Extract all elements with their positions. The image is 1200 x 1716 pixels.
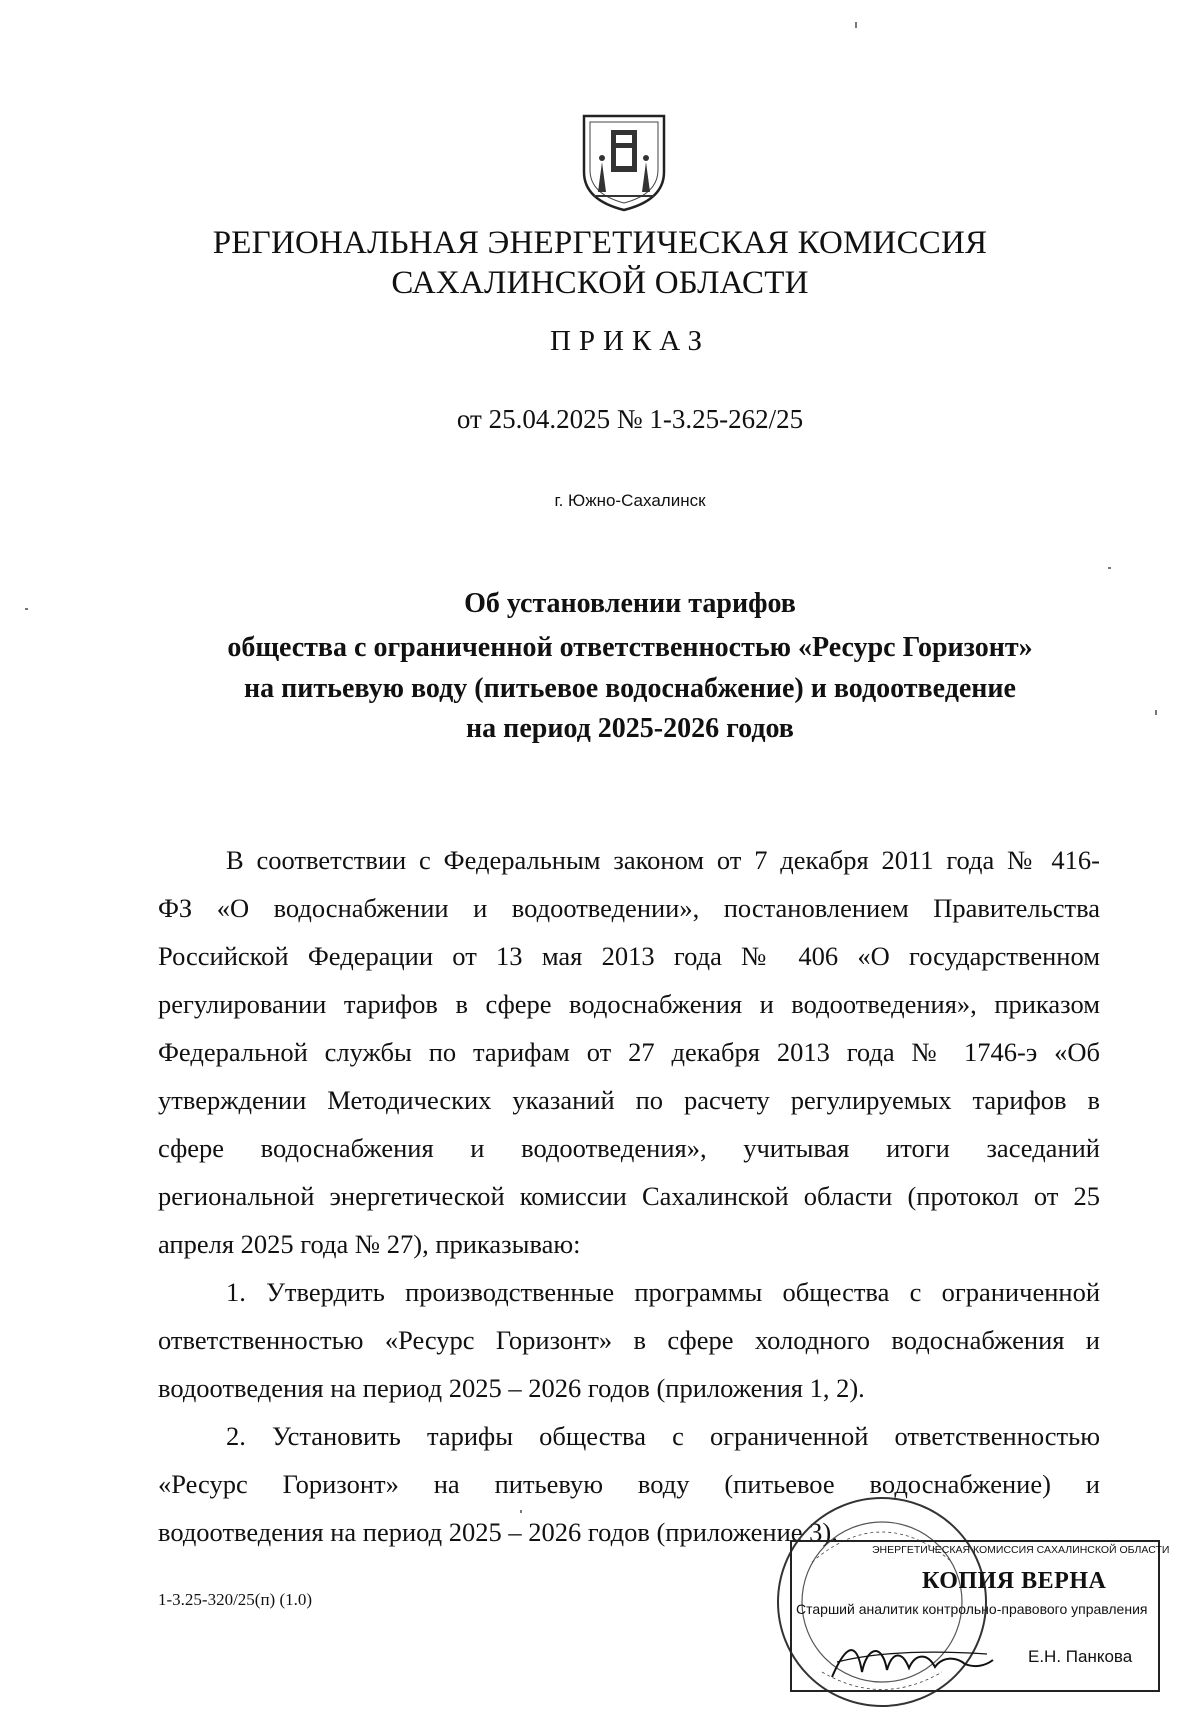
scan-speck bbox=[520, 1510, 522, 1513]
stamp-copy-label: КОПИЯ ВЕРНА bbox=[922, 1568, 1107, 1594]
item2-line: водоотведения на период 2025 – 2026 годов (приложение 3). bbox=[158, 1517, 838, 1547]
document-number: от 25.04.2025 № 1-3.25-262/25 bbox=[456, 404, 804, 434]
preamble-line: региональной энергетической комиссии Сахалинской области (протокол от 25 bbox=[158, 1181, 1100, 1211]
document-city: г. Южно-Сахалинск bbox=[554, 491, 706, 510]
org-name-line1: РЕГИОНАЛЬНАЯ ЭНЕРГЕТИЧЕСКАЯ КОМИССИЯ bbox=[212, 225, 988, 261]
scan-speck bbox=[25, 608, 28, 610]
org-name-line2: САХАЛИНСКОЙ ОБЛАСТИ bbox=[391, 265, 809, 301]
preamble-line: ФЗ «О водоснабжении и водоотведении», постановлением Правительства bbox=[158, 893, 1100, 923]
document-title-line3: на питьевую воду (питьевое водоснабжение) и водоотведение bbox=[244, 673, 1016, 704]
scan-speck bbox=[855, 22, 857, 28]
preamble-line: В соответствии с Федеральным законом от 7 декабря 2011 года № 416- bbox=[226, 845, 1100, 875]
document-type: ПРИКАЗ bbox=[549, 325, 711, 357]
preamble-line: Российской Федерации от 13 мая 2013 года № 406 «О государственном bbox=[158, 941, 1100, 971]
document-title-line2: общества с ограниченной ответственностью «Ресурс Горизонт» bbox=[227, 632, 1033, 663]
item1-line: 1. Утвердить производственные программы общества с ограниченной bbox=[226, 1277, 1100, 1307]
document-body bbox=[158, 836, 1100, 1556]
stamp-signer-name: Е.Н. Панкова bbox=[1028, 1647, 1133, 1666]
stamp-org-line: ЭНЕРГЕТИЧЕСКАЯ КОМИССИЯ САХАЛИНСКОЙ ОБЛАСТИ bbox=[872, 1544, 1170, 1556]
preamble-line: сфере водоснабжения и водоотведения», учитывая итоги заседаний bbox=[158, 1133, 1100, 1163]
certification-stamp bbox=[772, 1492, 1170, 1712]
document-title-line4: на период 2025-2026 годов bbox=[466, 713, 794, 744]
preamble-line: апреля 2025 года № 27), приказываю: bbox=[158, 1229, 581, 1259]
preamble-line: Федеральной службы по тарифам от 27 декабря 2013 года № 1746-э «Об bbox=[158, 1037, 1100, 1067]
item2-line: 2. Установить тарифы общества с ограниченной ответственностью bbox=[226, 1421, 1100, 1451]
item2-line: «Ресурс Горизонт» на питьевую воду (питьевое водоснабжение) и bbox=[158, 1469, 1100, 1499]
scan-speck bbox=[1108, 567, 1111, 569]
coat-of-arms-icon bbox=[578, 112, 670, 212]
scan-speck bbox=[1155, 710, 1157, 715]
handwritten-signature bbox=[827, 1632, 997, 1687]
preamble-line: утверждении Методических указаний по расчету регулируемых тарифов в bbox=[158, 1085, 1100, 1115]
document-code: 1-3.25-320/25(п) (1.0) bbox=[158, 1590, 313, 1609]
stamp-position: Старший аналитик контрольно-правового управления bbox=[796, 1601, 1148, 1617]
item1-line: ответственностью «Ресурс Горизонт» в сфере холодного водоснабжения и bbox=[158, 1325, 1100, 1355]
item1-line: водоотведения на период 2025 – 2026 годов (приложения 1, 2). bbox=[158, 1373, 865, 1403]
document-title-line1: Об установлении тарифов bbox=[464, 588, 796, 619]
preamble-line: регулировании тарифов в сфере водоснабжения и водоотведения», приказом bbox=[158, 989, 1100, 1019]
